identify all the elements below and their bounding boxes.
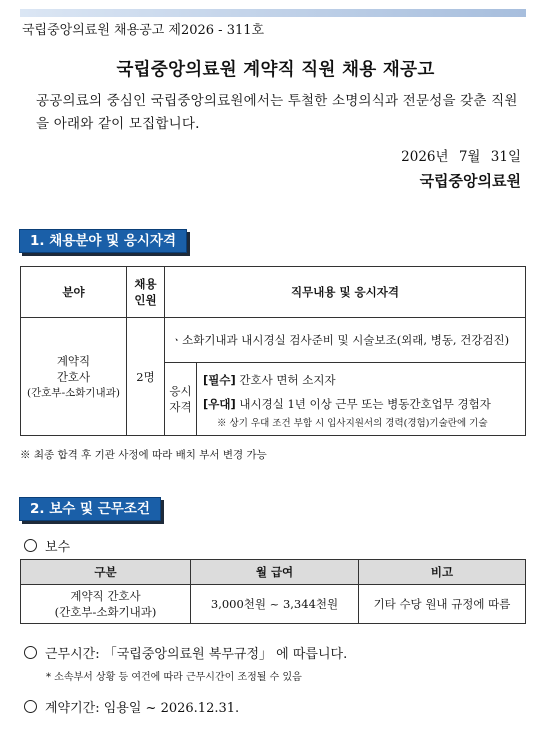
col-type: 구분 <box>21 560 191 585</box>
hours-item: 근무시간: 「국립중앙의료원 복무규정」 에 따릅니다. <box>24 643 347 662</box>
placement-note: ※ 최종 합격 후 기관 사정에 따라 배치 부서 변경 가능 <box>20 449 267 461</box>
col-duties: 직무내용 및 응시자격 <box>165 267 526 318</box>
table-row <box>21 585 526 624</box>
organization-name: 국립중앙의료원 <box>419 172 521 190</box>
pay-cell: 3,000천원 ~ 3,344천원 <box>191 585 359 624</box>
section1-heading: 1. 채용분야 및 응시자격 <box>19 229 187 253</box>
notice-date: 2026년 7월 31일 <box>401 149 521 165</box>
col-count: 채용 인원 <box>127 267 165 318</box>
field-cell: 계약직 간호사 (간호부-소화기내과) <box>21 318 127 436</box>
col-pay: 월 급여 <box>191 560 359 585</box>
intro-paragraph: 공공의료의 중심인 국립중앙의료원에서는 투철한 소명의식과 전문성을 갖춘 직원을 아래와 같이 모집합니다. <box>36 93 518 132</box>
col-note: 비고 <box>359 560 526 585</box>
qual-cell: [필수] 간호사 면허 소지자 [우대] 내시경실 1년 이상 근무 또는 병동간호업무 경험자 ※ 상기 우대 조건 부합 시 입사지원서의 경력(경험)기술란에 기술 <box>197 363 526 436</box>
note-cell: 기타 수당 원내 규정에 따름 <box>359 585 526 624</box>
section2-heading: 2. 보수 및 근무조건 <box>19 497 161 521</box>
circle-bullet-icon <box>24 646 37 659</box>
table-header-row <box>21 560 526 585</box>
type-cell: 계약직 간호사 (간호부-소화기내과) <box>21 585 191 624</box>
notice-number: 국립중앙의료원 채용공고 제2026 - 311호 <box>22 23 265 38</box>
duty-cell: ㆍ소화기내과 내시경실 검사준비 및 시술보조(외래, 병동, 건강검진) <box>165 318 526 363</box>
recruitment-table <box>20 266 526 436</box>
qual-label-cell: 응시 자격 <box>165 363 197 436</box>
col-field: 분야 <box>21 267 127 318</box>
page-title: 국립중앙의료원 계약직 직원 채용 재공고 <box>116 60 435 80</box>
circle-bullet-icon <box>24 700 37 713</box>
pref-note: ※ 상기 우대 조건 부합 시 입사지원서의 경력(경험)기술란에 기술 <box>217 417 488 429</box>
table-header-row <box>21 267 526 318</box>
pref-tag: [우대] <box>203 396 236 411</box>
contract-item: 계약기간: 임용일 ~ 2026.12.31. <box>24 697 239 716</box>
pay-table <box>20 559 526 624</box>
table-row <box>21 318 526 363</box>
top-decor-bar <box>20 9 526 17</box>
pay-item: 보수 <box>24 536 70 555</box>
count-cell: 2명 <box>127 318 165 436</box>
req-tag: [필수] <box>203 372 236 387</box>
hours-note: * 소속부서 상황 등 여건에 따라 근무시간이 조정될 수 있음 <box>46 672 302 683</box>
circle-bullet-icon <box>24 539 37 552</box>
